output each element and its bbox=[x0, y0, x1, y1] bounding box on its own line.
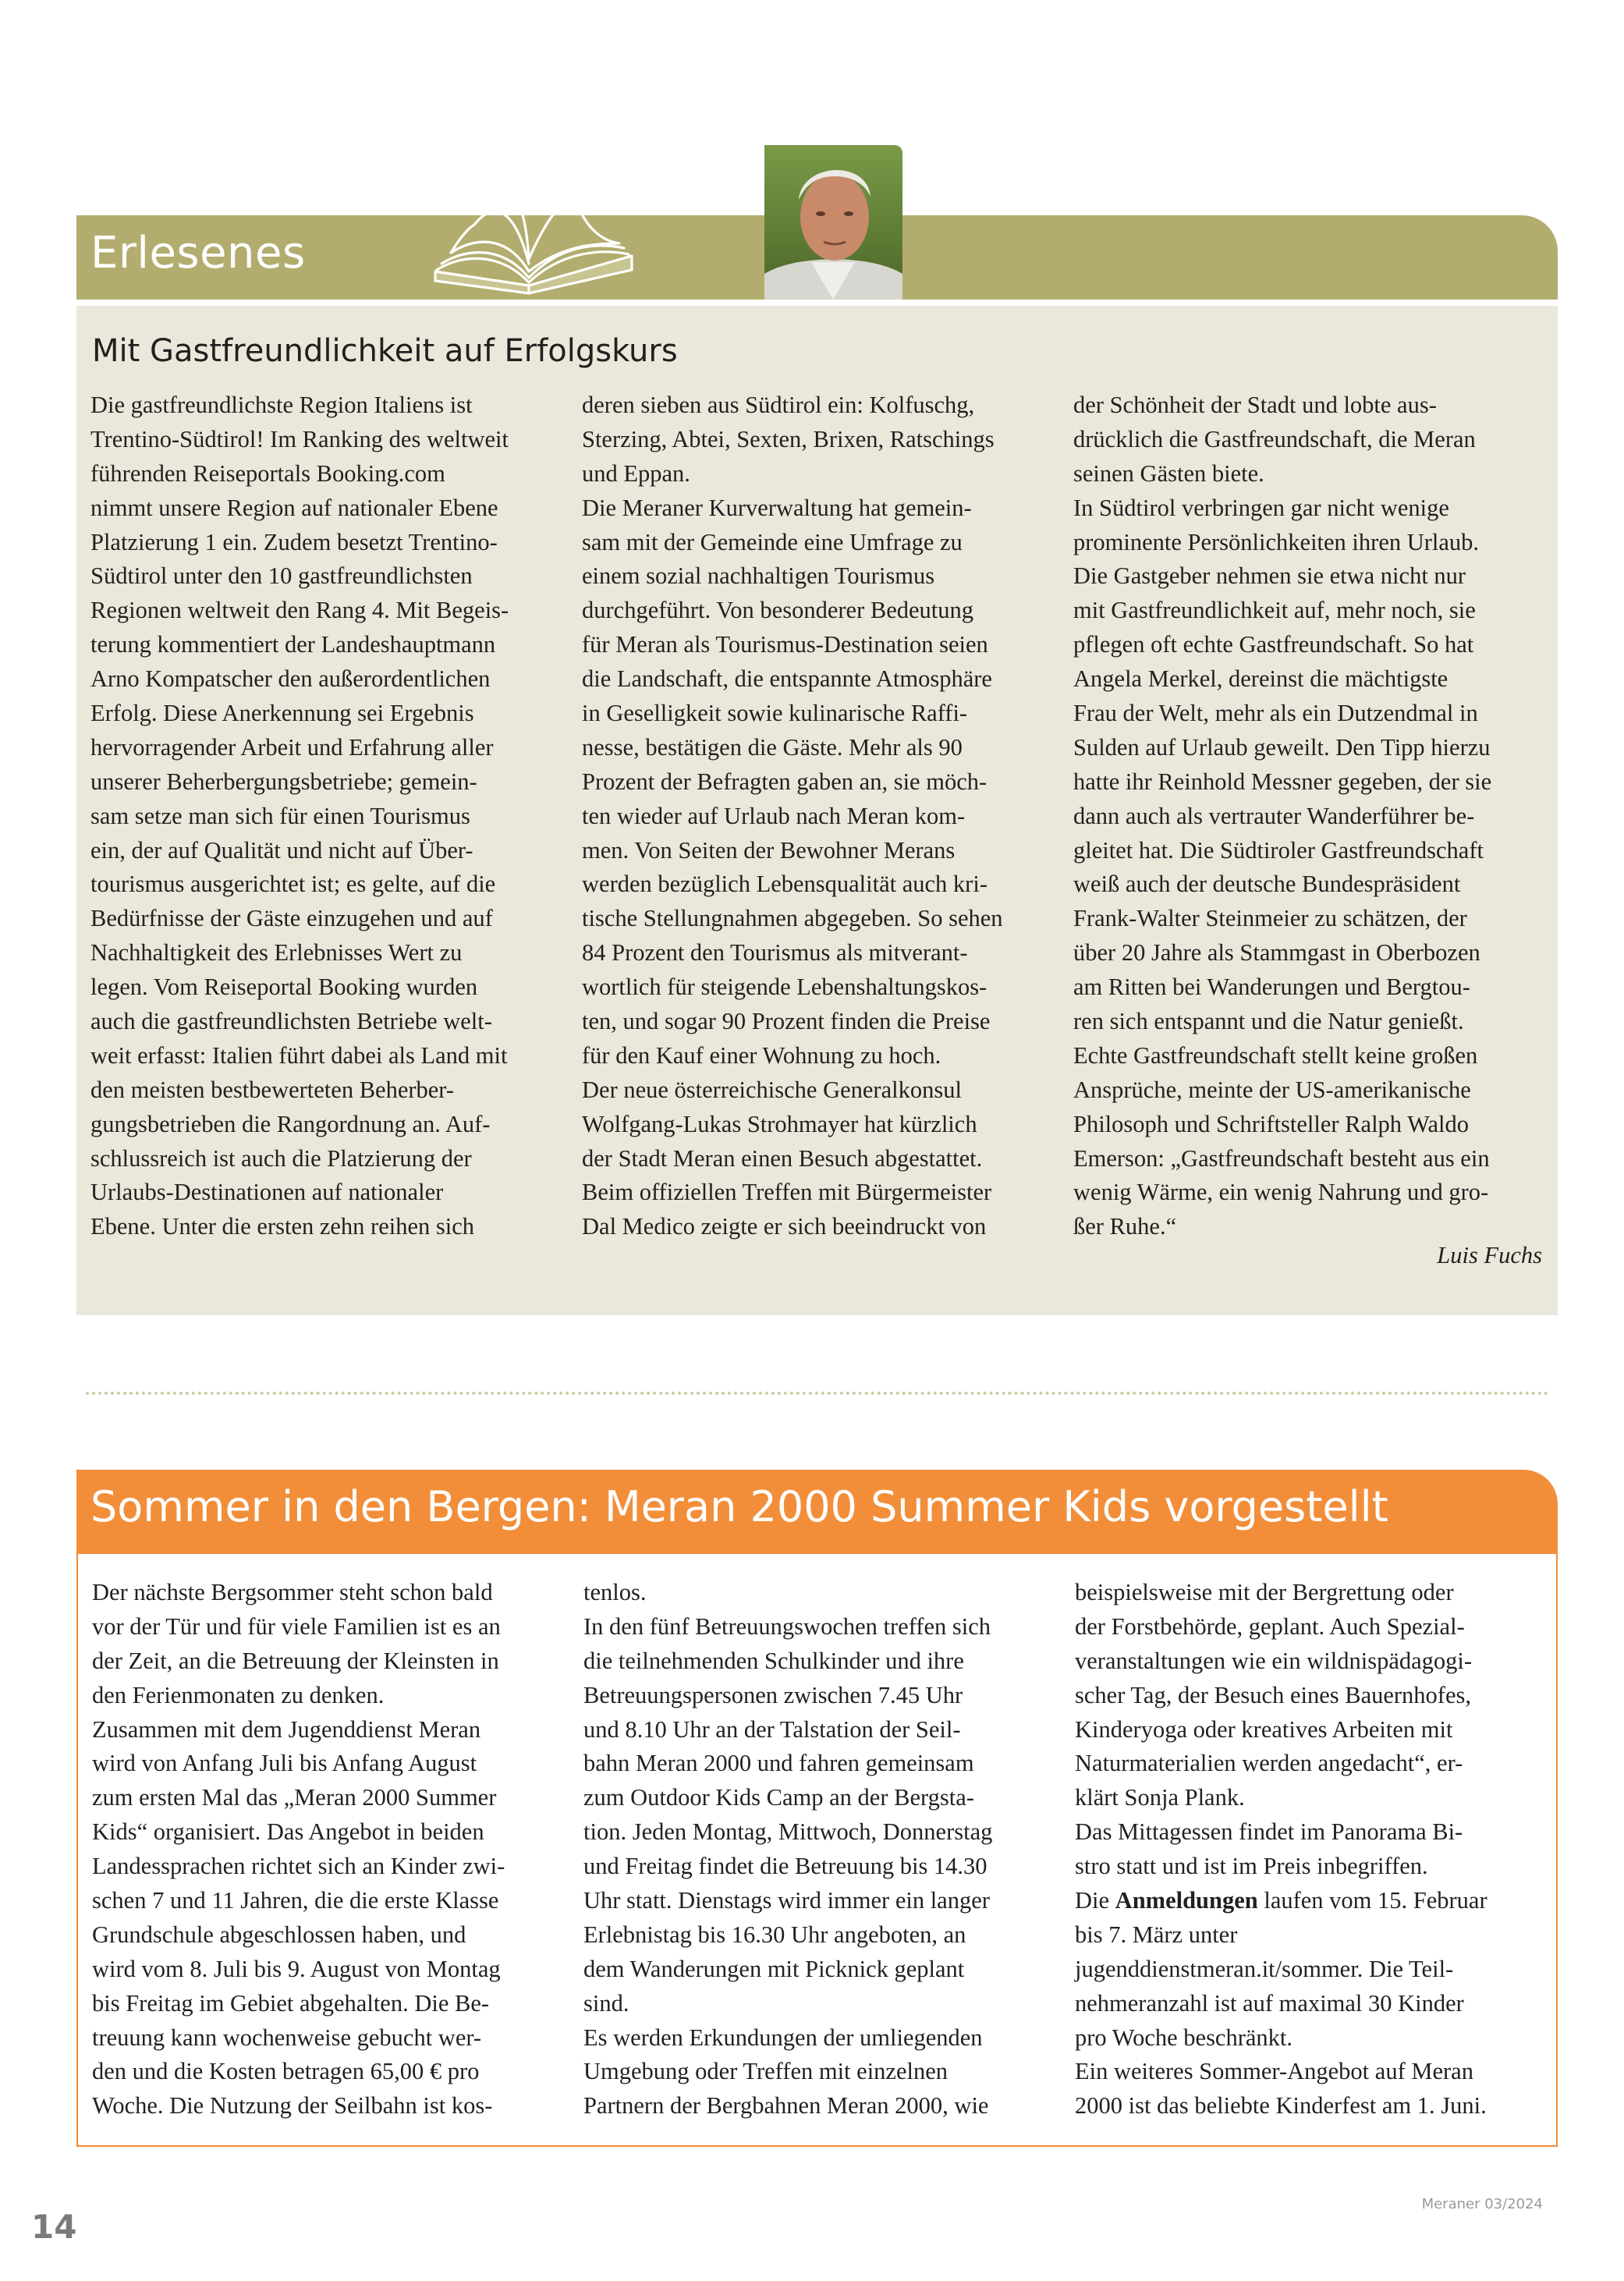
text-line: zum Outdoor Kids Camp an der Bergsta- bbox=[583, 1784, 974, 1811]
text-line: pro Woche beschränkt. bbox=[1075, 2024, 1293, 2051]
text-line: nimmt unsere Region auf nationaler Ebene bbox=[90, 494, 498, 521]
text-line: der Schönheit der Stadt und lobte aus- bbox=[1073, 392, 1437, 418]
text-line: und 8.10 Uhr an der Talstation der Seil- bbox=[583, 1715, 961, 1743]
text-line: Die gastfreundlichste Region Italiens ist bbox=[90, 392, 473, 418]
text-line: prominente Persönlichkeiten ihren Urlaub. bbox=[1073, 528, 1480, 555]
dotted-divider bbox=[86, 1392, 1549, 1395]
text-line: durchgeführt. Von besonderer Bedeutung bbox=[582, 597, 973, 624]
text-line: legen. Vom Reiseportal Booking wurden bbox=[90, 974, 478, 1001]
text-line: mit Gastfreundlichkeit auf, mehr noch, sie bbox=[1073, 597, 1476, 624]
registration-url: jugenddienstmeran.it/sommer. Die Teil- bbox=[1075, 1955, 1454, 1982]
text-line: Sulden auf Urlaub geweilt. Den Tipp hierzu bbox=[1073, 733, 1491, 761]
article-column-3 bbox=[1075, 1576, 1487, 2123]
text-line: gleitet hat. Die Südtiroler Gastfreundschaft bbox=[1073, 836, 1484, 864]
text-line: auch die gastfreundlichsten Betriebe welt- bbox=[90, 1008, 492, 1035]
text-line: klärt Sonja Plank. bbox=[1075, 1784, 1245, 1811]
text-line: sam setze man sich für einen Tourismus bbox=[90, 802, 470, 829]
text-line: deren sieben aus Südtirol ein: Kolfuschg, bbox=[582, 392, 975, 418]
text-line: der Zeit, an die Betreuung der Kleinsten in bbox=[92, 1647, 499, 1674]
article-column-1 bbox=[92, 1576, 505, 2123]
text-line: Regionen weltweit den Rang 4. Mit Begeis- bbox=[90, 597, 509, 624]
author-photo bbox=[764, 145, 902, 300]
text-line: schlussreich ist auch die Platzierung der bbox=[90, 1144, 472, 1172]
text-line: Landessprachen richtet sich an Kinder zwi- bbox=[92, 1853, 505, 1880]
text-line: die Landschaft, die entspannte Atmosphäre bbox=[582, 665, 992, 693]
text-line: schen 7 und 11 Jahren, die die erste Klasse bbox=[92, 1887, 499, 1914]
text-line: scher Tag, der Besuch eines Bauernhofes, bbox=[1075, 1681, 1472, 1708]
text-line: Uhr statt. Dienstags wird immer ein langer bbox=[583, 1887, 990, 1914]
text-line: Das Mittagessen findet im Panorama Bi- bbox=[1075, 1818, 1463, 1846]
text-line: weiß auch der deutsche Bundespräsident bbox=[1073, 871, 1461, 898]
text-line: für Meran als Tourismus-Destination seien bbox=[582, 631, 988, 658]
text-line: Ansprüche, meinte der US-amerikanische bbox=[1073, 1076, 1471, 1103]
text-line: dem Wanderungen mit Picknick geplant bbox=[583, 1955, 965, 1982]
text-line: Trentino-Südtirol! Im Ranking des weltweit bbox=[90, 425, 509, 452]
text-line: zum ersten Mal das „Meran 2000 Summer bbox=[92, 1784, 497, 1811]
text-line: Zusammen mit dem Jugenddienst Meran bbox=[92, 1715, 481, 1743]
text-line: treuung kann wochenweise gebucht wer- bbox=[92, 2024, 482, 2051]
text-line: Beim offiziellen Treffen mit Bürgermeister bbox=[582, 1179, 992, 1206]
text-line: tenlos. bbox=[583, 1579, 647, 1605]
article-column-3 bbox=[1073, 388, 1491, 1244]
text-line: Echte Gastfreundschaft stellt keine großen bbox=[1073, 1041, 1478, 1069]
text-line: Südtirol unter den 10 gastfreundlichsten bbox=[90, 562, 473, 590]
text-line: nehmeranzahl ist auf maximal 30 Kinder bbox=[1075, 1989, 1464, 2017]
text-line: Urlaubs-Destinationen auf nationaler bbox=[90, 1179, 444, 1206]
text-line: ren sich entspannt und die Natur genießt. bbox=[1073, 1008, 1464, 1035]
text-line: Angela Merkel, dereinst die mächtigste bbox=[1073, 665, 1448, 693]
text-line: wird vom 8. Juli bis 9. August von Montag bbox=[92, 1955, 501, 1982]
text-line: wortlich für steigende Lebenshaltungskos- bbox=[582, 974, 988, 1001]
text-line: Grundschule abgeschlossen haben, und bbox=[92, 1921, 466, 1948]
text-line: Platzierung 1 ein. Zudem besetzt Trentino- bbox=[90, 528, 498, 555]
text-line: den meisten bestbewerteten Beherber- bbox=[90, 1076, 455, 1103]
text-line: für den Kauf einer Wohnung zu hoch. bbox=[582, 1041, 941, 1069]
text-line: Erlebnistag bis 16.30 Uhr angeboten, an bbox=[583, 1921, 966, 1948]
text-line: tische Stellungnahmen abgegeben. So sehen bbox=[582, 905, 1003, 932]
text-line: Kinderyoga oder kreatives Arbeiten mit bbox=[1075, 1715, 1453, 1743]
text-line: hervorragender Arbeit und Erfahrung aller bbox=[90, 733, 494, 761]
text-line: drücklich die Gastfreundschaft, die Meran bbox=[1073, 425, 1476, 452]
text-line: In Südtirol verbringen gar nicht wenige bbox=[1073, 494, 1449, 521]
text-line: die teilnehmenden Schulkinder und ihre bbox=[583, 1647, 964, 1674]
text-line: Es werden Erkundungen der umliegenden bbox=[583, 2024, 983, 2051]
text-line: 84 Prozent den Tourismus als mitverant- bbox=[582, 939, 968, 967]
text-line: hatte ihr Reinhold Messner gegeben, der sie bbox=[1073, 768, 1492, 795]
text-fragment: Die bbox=[1075, 1887, 1115, 1914]
text-line: Der neue österreichische Generalkonsul bbox=[582, 1076, 962, 1103]
text-line: 2000 ist das beliebte Kinderfest am 1. Juni. bbox=[1075, 2092, 1487, 2120]
text-line: Sterzing, Abtei, Sexten, Brixen, Ratschings bbox=[582, 425, 995, 452]
text-line: ten, und sogar 90 Prozent finden die Preise bbox=[582, 1008, 991, 1035]
text-line: Partnern der Bergbahnen Meran 2000, wie bbox=[583, 2092, 989, 2120]
text-line: Umgebung oder Treffen mit einzelnen bbox=[583, 2058, 949, 2085]
section-header-sommer bbox=[76, 1470, 1558, 1554]
text-line: seinen Gästen biete. bbox=[1073, 459, 1264, 487]
text-line: Die Gastgeber nehmen sie etwa nicht nur bbox=[1073, 562, 1466, 590]
text-line: und Eppan. bbox=[582, 459, 690, 487]
text-line: wenig Wärme, ein wenig Nahrung und gro- bbox=[1073, 1179, 1489, 1206]
text-line: ten wieder auf Urlaub nach Meran kom- bbox=[582, 802, 966, 829]
text-line: Woche. Die Nutzung der Seilbahn ist kos- bbox=[92, 2092, 493, 2120]
article-author: Luis Fuchs bbox=[1437, 1242, 1542, 1268]
text-line: veranstaltungen wie ein wildnispädagogi- bbox=[1075, 1647, 1473, 1674]
text-line: dann auch als vertrauter Wanderführer be- bbox=[1073, 802, 1475, 829]
open-book-icon bbox=[427, 178, 638, 295]
text-line: bis Freitag im Gebiet abgehalten. Die Be- bbox=[92, 1989, 490, 2017]
text-line: Betreuungspersonen zwischen 7.45 Uhr bbox=[583, 1681, 963, 1708]
text-line: ein, der auf Qualität und nicht auf Über- bbox=[90, 836, 473, 864]
text-line: über 20 Jahre als Stammgast in Oberbozen bbox=[1073, 939, 1480, 967]
text-line: führenden Reiseportals Booking.com bbox=[90, 459, 445, 487]
text-line: Dal Medico zeigte er sich beeindruckt von bbox=[582, 1213, 987, 1240]
text-line: vor der Tür und für viele Familien ist es an bbox=[92, 1612, 501, 1640]
text-line: stro statt und ist im Preis inbegriffen. bbox=[1075, 1853, 1428, 1880]
issue-label: Meraner 03/2024 bbox=[1421, 2196, 1543, 2212]
article-box-erlesenes bbox=[76, 306, 1558, 1315]
text-line: den Ferienmonaten zu denken. bbox=[92, 1681, 385, 1708]
text-line: Der nächste Bergsommer steht schon bald bbox=[92, 1579, 493, 1605]
text-line: Philosoph und Schriftsteller Ralph Waldo bbox=[1073, 1110, 1469, 1137]
text-line: Die Meraner Kurverwaltung hat gemein- bbox=[582, 494, 972, 521]
text-line: sind. bbox=[583, 1989, 629, 2017]
text-line: Nachhaltigkeit des Erlebnisses Wert zu bbox=[90, 939, 463, 967]
text-line: Ein weiteres Sommer-Angebot auf Meran bbox=[1075, 2058, 1473, 2085]
page-number: 14 bbox=[31, 2208, 77, 2246]
text-line: Naturmaterialien werden angedacht“, er- bbox=[1075, 1750, 1463, 1777]
text-line: Erfolg. Diese Anerkennung sei Ergebnis bbox=[90, 700, 474, 727]
text-line: beispielsweise mit der Bergrettung oder bbox=[1075, 1579, 1454, 1605]
text-line: wird von Anfang Juli bis Anfang August bbox=[92, 1750, 477, 1777]
text-line: tion. Jeden Montag, Mittwoch, Donnerstag bbox=[583, 1818, 993, 1846]
article-headline: Mit Gastfreundlichkeit auf Erfolgskurs bbox=[92, 333, 678, 369]
text-line: pflegen oft echte Gastfreundschaft. So hat bbox=[1073, 631, 1474, 658]
bold-keyword-anmeldungen: Anmeldungen bbox=[1115, 1887, 1258, 1914]
text-line: Wolfgang-Lukas Strohmayer hat kürzlich bbox=[582, 1110, 977, 1137]
text-line: Frank-Walter Steinmeier zu schätzen, der bbox=[1073, 905, 1467, 932]
text-line: bahn Meran 2000 und fahren gemeinsam bbox=[583, 1750, 974, 1777]
text-line: Prozent der Befragten gaben an, sie möch- bbox=[582, 768, 988, 795]
text-line: weit erfasst: Italien führt dabei als Land mit bbox=[90, 1041, 508, 1069]
text-line: gungsbetrieben die Rangordnung an. Auf- bbox=[90, 1110, 491, 1137]
text-line: ßer Ruhe.“ bbox=[1073, 1213, 1177, 1240]
text-line: men. Von Seiten der Bewohner Merans bbox=[582, 836, 956, 864]
text-line: den und die Kosten betragen 65,00 € pro bbox=[92, 2058, 480, 2085]
text-line: in Geselligkeit sowie kulinarische Raffi- bbox=[582, 700, 968, 727]
text-line: Kids“ organisiert. Das Angebot in beiden bbox=[92, 1818, 484, 1846]
text-line: terung kommentiert der Landeshauptmann bbox=[90, 631, 496, 658]
text-line: nesse, bestätigen die Gäste. Mehr als 90 bbox=[582, 733, 963, 761]
text-line: Bedürfnisse der Gäste einzugehen und auf bbox=[90, 905, 493, 932]
article-box-sommer bbox=[76, 1554, 1558, 2147]
text-line: Arno Kompatscher den außerordentlichen bbox=[90, 665, 491, 693]
article-column-2 bbox=[582, 388, 1003, 1244]
text-line: unserer Beherbergungsbetriebe; gemein- bbox=[90, 768, 477, 795]
article-column-2 bbox=[583, 1576, 992, 2123]
text-line: bis 7. März unter bbox=[1075, 1921, 1238, 1948]
text-line: Frau der Welt, mehr als ein Dutzendmal in bbox=[1073, 700, 1478, 727]
text-line: In den fünf Betreuungswochen treffen sich bbox=[583, 1612, 991, 1640]
text-line-registration bbox=[1075, 1884, 1487, 1918]
text-line: einem sozial nachhaltigen Tourismus bbox=[582, 562, 935, 590]
text-line: sam mit der Gemeinde eine Umfrage zu bbox=[582, 528, 963, 555]
article-column-1 bbox=[90, 388, 509, 1244]
text-fragment: laufen vom 15. Februar bbox=[1257, 1887, 1487, 1914]
section-title: Sommer in den Bergen: Meran 2000 Summer Kids vorgestellt bbox=[90, 1482, 1388, 1531]
text-line: und Freitag findet die Betreuung bis 14.30 bbox=[583, 1853, 988, 1880]
text-line: der Forstbehörde, geplant. Auch Spezial- bbox=[1075, 1612, 1465, 1640]
text-line: der Stadt Meran einen Besuch abgestattet. bbox=[582, 1144, 983, 1172]
text-line: werden bezüglich Lebensqualität auch kri- bbox=[582, 871, 988, 898]
text-line: am Ritten bei Wanderungen und Bergtou- bbox=[1073, 974, 1470, 1001]
section-title: Erlesenes bbox=[90, 228, 306, 278]
text-line: tourismus ausgerichtet ist; es gelte, auf die bbox=[90, 871, 496, 898]
text-line: Ebene. Unter die ersten zehn reihen sich bbox=[90, 1213, 475, 1240]
text-line: Emerson: „Gastfreundschaft besteht aus ein bbox=[1073, 1144, 1490, 1172]
